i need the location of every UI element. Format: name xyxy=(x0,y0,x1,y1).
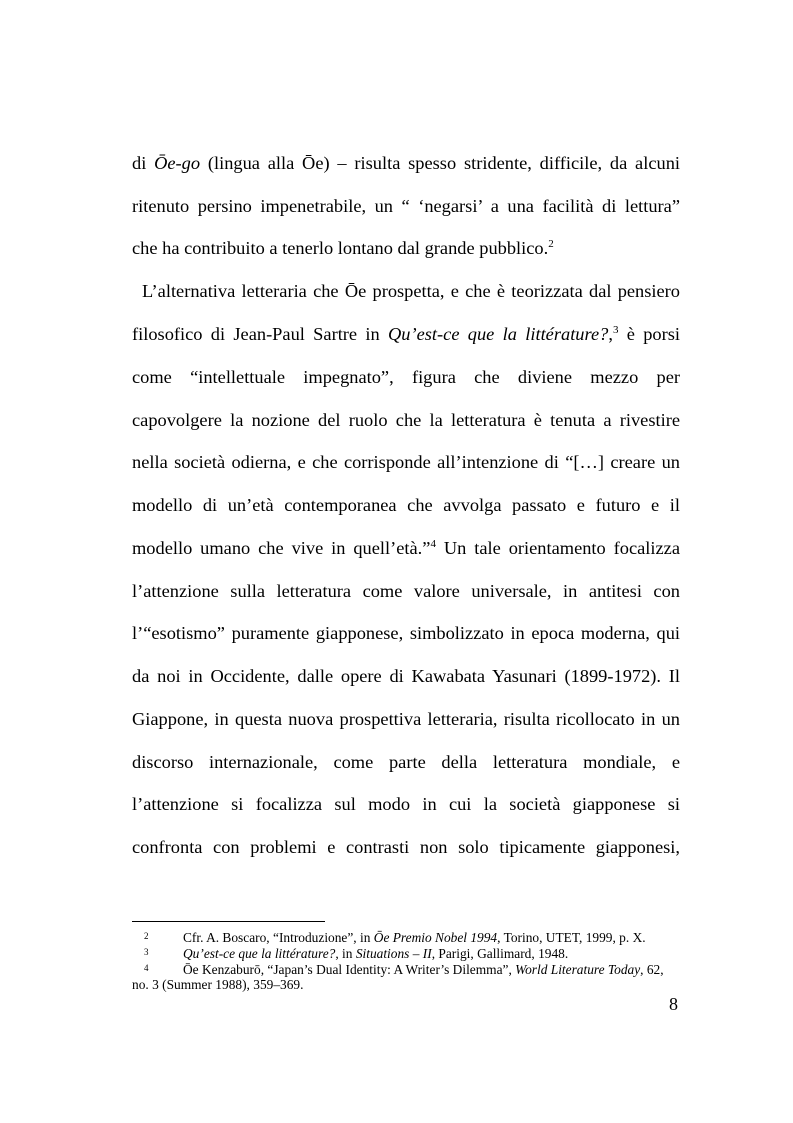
footnote-separator xyxy=(132,921,325,922)
text-line: l’attenzione si focalizza sul modo in cui la società giapponese si xyxy=(132,794,680,814)
footnote-ref: 4 xyxy=(430,538,436,550)
text-line: discorso internazionale, come parte della letteratura mondiale, e xyxy=(132,752,680,772)
text-line: modello di un’età contemporanea che avvolga passato e futuro e il xyxy=(132,495,680,515)
text-line: l’attenzione sulla letteratura come valore universale, in antitesi con xyxy=(132,581,680,601)
text-line: nella società odierna, e che corrisponde all’intenzione di “[…] creare un xyxy=(132,452,680,472)
footnote-ref: 2 xyxy=(548,238,554,250)
text-line: modello umano che vive in quell’età.”$^4$ Un tale orientamento focalizza xyxy=(132,538,680,558)
footnote-number: 4 xyxy=(144,963,149,973)
footnote-number: 3 xyxy=(144,947,149,957)
text-line: di Ōe-go (lingua alla Ōe) – risulta spesso stridente, difficile, da alcuni xyxy=(132,153,680,173)
text-line: L’alternativa letteraria che Ōe prospetta, e che è teorizzata dal pensiero xyxy=(142,281,680,301)
page-number: 8 xyxy=(669,994,678,1014)
text-line: come “intellettuale impegnato”, figura che diviene mezzo per xyxy=(132,367,680,387)
text-line: l’“esotismo” puramente giapponese, simbolizzato in epoca moderna, qui xyxy=(132,623,680,643)
text-line: da noi in Occidente, dalle opere di Kawabata Yasunari (1899-1972). Il xyxy=(132,666,680,686)
text-line: capovolgere la nozione del ruolo che la letteratura è tenuta a rivestire xyxy=(132,410,680,430)
footnote-continuation: no. 3 (Summer 1988), 359–369. xyxy=(132,977,304,992)
text-line: ritenuto persino impenetrabile, un “ ‘negarsi’ a una facilità di lettura” xyxy=(132,196,680,216)
text-line: filosofico di Jean-Paul Sartre in Qu’est-ce que la littérature?,$^3$ è porsi xyxy=(132,324,680,344)
text-line: Giappone, in questa nuova prospettiva letteraria, risulta ricollocato in un xyxy=(132,709,680,729)
footnote-ref: 3 xyxy=(612,324,619,336)
text-line: confronta con problemi e contrasti non solo tipicamente giapponesi, xyxy=(132,837,680,857)
text-line: che ha contribuito a tenerlo lontano dal grande pubblico.$^2$ xyxy=(132,238,554,258)
footnote-number: 2 xyxy=(144,931,149,941)
